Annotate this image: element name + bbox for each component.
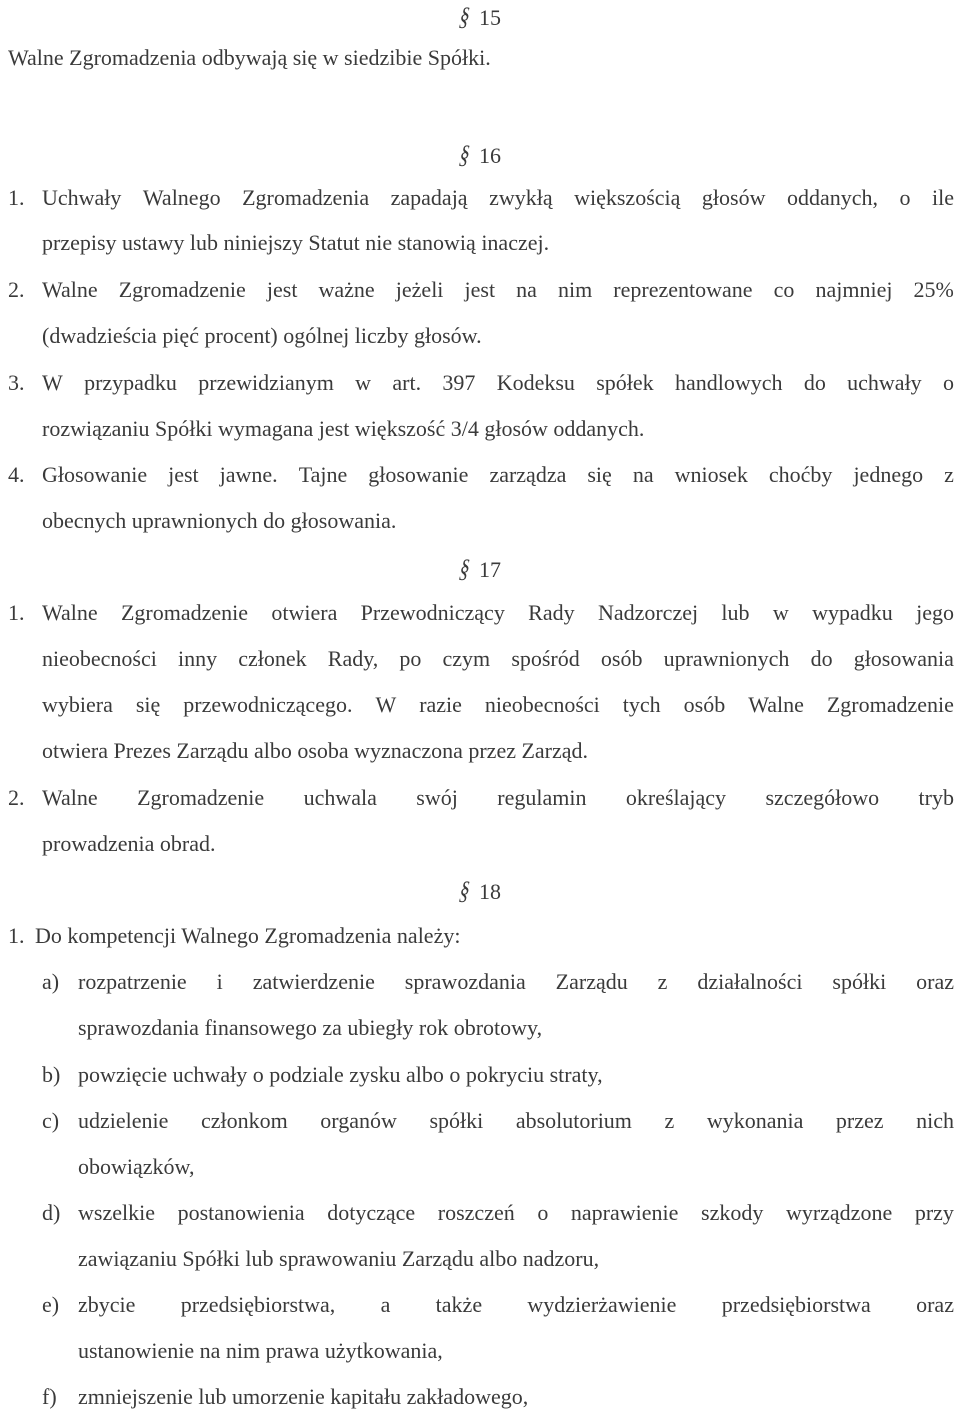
list-letter: e) bbox=[42, 1292, 60, 1317]
word: jednego bbox=[853, 462, 924, 487]
word: oraz bbox=[916, 1292, 954, 1317]
item-18-b-line-1: powzięcie uchwały o podziale zysku albo o pokryciu straty, bbox=[78, 1062, 603, 1087]
word: o bbox=[943, 370, 954, 395]
word: i bbox=[216, 969, 223, 994]
word: Walne bbox=[42, 600, 98, 625]
word: W bbox=[375, 692, 397, 717]
word: nim bbox=[557, 277, 593, 302]
item-16-3-line-1 bbox=[42, 372, 954, 394]
item-16-2-line-2: (dwadzieścia pięć procent) ogólnej liczby głosów. bbox=[42, 323, 482, 348]
section-heading-17 bbox=[458, 556, 501, 582]
word: Walne bbox=[748, 692, 804, 717]
word: wydzierżawienie bbox=[527, 1292, 677, 1317]
word: nieobecności bbox=[484, 692, 600, 717]
word: wypadku bbox=[812, 600, 893, 625]
word: z bbox=[664, 1108, 675, 1133]
word: działalności bbox=[697, 969, 803, 994]
word: spółki bbox=[832, 969, 887, 994]
word: swój bbox=[416, 785, 458, 810]
word: Walne bbox=[42, 277, 98, 302]
word: a bbox=[380, 1292, 391, 1317]
word: na bbox=[632, 462, 654, 487]
word: dotyczące bbox=[327, 1200, 416, 1225]
word: wniosek bbox=[674, 462, 748, 487]
word: jego bbox=[916, 600, 954, 625]
section-heading-18 bbox=[458, 878, 501, 904]
word: w bbox=[355, 370, 372, 395]
item-18-f-line-1: zmniejszenie lub umorzenie kapitału zakładowego, bbox=[78, 1384, 529, 1409]
word: przypadku bbox=[84, 370, 177, 395]
section-symbol: § bbox=[458, 554, 471, 583]
word: wybiera bbox=[42, 692, 113, 717]
section-symbol: § bbox=[458, 140, 471, 169]
section-number: 15 bbox=[479, 5, 501, 30]
item-number: 4. bbox=[8, 462, 25, 487]
word: po bbox=[399, 646, 422, 671]
item-number: 1. bbox=[8, 185, 25, 210]
word: osób bbox=[683, 692, 726, 717]
word: się bbox=[587, 462, 612, 487]
list-letter: a) bbox=[42, 969, 60, 994]
word: przewodniczącego. bbox=[183, 692, 353, 717]
word: oraz bbox=[916, 969, 954, 994]
word: co bbox=[773, 277, 795, 302]
word: w bbox=[772, 600, 789, 625]
word: spośród bbox=[511, 646, 580, 671]
word: reprezentowane bbox=[613, 277, 753, 302]
word: głosów bbox=[701, 185, 766, 210]
item-16-2-line-1 bbox=[42, 279, 954, 301]
word: Uchwały bbox=[42, 185, 122, 210]
word: jawne. bbox=[219, 462, 278, 487]
word: Walne bbox=[42, 785, 98, 810]
word: nich bbox=[916, 1108, 954, 1133]
item-18-d-line-1 bbox=[78, 1202, 954, 1224]
item-number: 1. bbox=[8, 600, 25, 625]
word: szkody bbox=[701, 1200, 764, 1225]
word: Nadzorczej bbox=[597, 600, 699, 625]
word: czym bbox=[442, 646, 491, 671]
word: inny bbox=[177, 646, 218, 671]
word: przez bbox=[835, 1108, 884, 1133]
word: sprawozdania bbox=[404, 969, 526, 994]
item-number: 2. bbox=[8, 785, 25, 810]
word: członkom bbox=[200, 1108, 288, 1133]
item-16-1-line-1 bbox=[42, 187, 954, 209]
word: Walnego bbox=[142, 185, 221, 210]
item-18-c-line-1 bbox=[78, 1110, 954, 1132]
word: naprawienie bbox=[570, 1200, 679, 1225]
item-17-2-line-1 bbox=[42, 787, 954, 809]
word: określający bbox=[625, 785, 727, 810]
word: Zgromadzenie bbox=[118, 277, 246, 302]
item-18-e-line-1 bbox=[78, 1294, 954, 1316]
word: także bbox=[435, 1292, 483, 1317]
word: Zgromadzenie bbox=[137, 785, 265, 810]
item-17-2-line-2: prowadzenia obrad. bbox=[42, 831, 216, 856]
word: członek bbox=[238, 646, 307, 671]
item-17-1-line-2 bbox=[42, 648, 954, 670]
section-number: 17 bbox=[479, 557, 501, 582]
word: osób bbox=[600, 646, 643, 671]
word: udzielenie bbox=[78, 1108, 169, 1133]
word: przy bbox=[914, 1200, 954, 1225]
word: Kodeksu bbox=[496, 370, 575, 395]
word: zbycie bbox=[78, 1292, 136, 1317]
word: organów bbox=[320, 1108, 397, 1133]
item-17-1-line-1 bbox=[42, 602, 954, 624]
word: razie bbox=[419, 692, 462, 717]
word: oddanych, bbox=[786, 185, 878, 210]
word: na bbox=[516, 277, 537, 302]
word: 25% bbox=[913, 277, 954, 302]
word: Przewodniczący bbox=[360, 600, 505, 625]
section-heading-16 bbox=[458, 142, 501, 168]
section-symbol: § bbox=[458, 2, 471, 31]
word: wszelkie bbox=[78, 1200, 155, 1225]
word: z bbox=[944, 462, 954, 487]
word: najmniej bbox=[815, 277, 893, 302]
item-17-1-line-3 bbox=[42, 694, 954, 716]
word: zatwierdzenie bbox=[252, 969, 375, 994]
word: Głosowanie bbox=[42, 462, 148, 487]
list-letter: c) bbox=[42, 1108, 60, 1133]
word: tych bbox=[622, 692, 661, 717]
item-18-a-line-2: sprawozdania finansowego za ubiegły rok obrotowy, bbox=[78, 1015, 543, 1040]
word: jeżeli bbox=[395, 277, 444, 302]
word: Zgromadzenie bbox=[826, 692, 954, 717]
word: tryb bbox=[918, 785, 954, 810]
word: rozpatrzenie bbox=[78, 969, 187, 994]
word: otwiera bbox=[271, 600, 338, 625]
word: większością bbox=[574, 185, 681, 210]
word: o bbox=[899, 185, 911, 210]
word: spółki bbox=[429, 1108, 484, 1133]
word: do bbox=[803, 370, 826, 395]
word: przedsiębiorstwa, bbox=[180, 1292, 336, 1317]
word: 397 bbox=[442, 370, 476, 395]
word: zwykłą bbox=[489, 185, 553, 210]
item-16-4-line-1 bbox=[42, 464, 954, 486]
word: Zgromadzenia bbox=[242, 185, 370, 210]
word: przewidzianym bbox=[198, 370, 334, 395]
word: ile bbox=[932, 185, 954, 210]
section-number: 18 bbox=[479, 879, 501, 904]
item-18-e-line-2: ustanowienie na nim prawa użytkowania, bbox=[78, 1338, 443, 1363]
section-number: 16 bbox=[479, 143, 501, 168]
word: do bbox=[810, 646, 833, 671]
word: lub bbox=[721, 600, 750, 625]
item-number: 1. bbox=[8, 923, 25, 948]
word: jest bbox=[168, 462, 199, 487]
item-18-a-line-1 bbox=[78, 971, 954, 993]
word: wyrządzone bbox=[785, 1200, 893, 1225]
list-letter: b) bbox=[42, 1062, 61, 1087]
section-heading-15 bbox=[458, 4, 501, 30]
word: art. bbox=[392, 370, 422, 395]
word: Zarządu bbox=[555, 969, 628, 994]
word: postanowienia bbox=[177, 1200, 305, 1225]
word: Zgromadzenie bbox=[120, 600, 249, 625]
paragraph-15-text: Walne Zgromadzenia odbywają się w siedzibie Spółki. bbox=[8, 45, 491, 70]
word: wykonania bbox=[706, 1108, 804, 1133]
item-16-1-line-2: przepisy ustawy lub niniejszy Statut nie stanowią inaczej. bbox=[42, 230, 550, 255]
item-number: 2. bbox=[8, 277, 25, 302]
word: się bbox=[135, 692, 161, 717]
item-18-c-line-2: obowiązków, bbox=[78, 1154, 195, 1179]
word: W bbox=[42, 370, 63, 395]
word: jest bbox=[464, 277, 496, 302]
word: ważne bbox=[318, 277, 375, 302]
word: o bbox=[537, 1200, 549, 1225]
item-18-1-intro: Do kompetencji Walnego Zgromadzenia należy: bbox=[35, 923, 461, 948]
item-16-4-line-2: obecnych uprawnionych do głosowania. bbox=[42, 508, 397, 533]
list-letter: f) bbox=[42, 1384, 57, 1409]
word: szczegółowo bbox=[765, 785, 880, 810]
section-symbol: § bbox=[458, 876, 471, 905]
item-18-d-line-2: zawiązaniu Spółki lub sprawowaniu Zarządu albo nadzoru, bbox=[78, 1246, 600, 1271]
word: roszczeń bbox=[437, 1200, 515, 1225]
word: przedsiębiorstwa bbox=[721, 1292, 871, 1317]
word: z bbox=[657, 969, 668, 994]
word: Rady bbox=[528, 600, 575, 625]
word: Rady, bbox=[327, 646, 379, 671]
item-17-1-line-4: otwiera Prezes Zarządu albo osoba wyznaczona przez Zarząd. bbox=[42, 738, 589, 763]
word: uprawnionych bbox=[663, 646, 790, 671]
word: uchwały bbox=[847, 370, 922, 395]
word: zapadają bbox=[390, 185, 468, 210]
word: zarządza bbox=[489, 462, 567, 487]
word: Tajne bbox=[298, 462, 348, 487]
word: głosowanie bbox=[368, 462, 469, 487]
word: absolutorium bbox=[515, 1108, 632, 1133]
word: regulamin bbox=[497, 785, 587, 810]
item-number: 3. bbox=[8, 370, 25, 395]
word: spółek bbox=[596, 370, 654, 395]
word: jest bbox=[266, 277, 298, 302]
word: nieobecności bbox=[42, 646, 157, 671]
word: głosowania bbox=[853, 646, 954, 671]
word: choćby bbox=[768, 462, 833, 487]
word: uchwala bbox=[303, 785, 377, 810]
item-16-3-line-2: rozwiązaniu Spółki wymagana jest większość 3/4 głosów oddanych. bbox=[42, 416, 645, 441]
word: handlowych bbox=[675, 370, 783, 395]
list-letter: d) bbox=[42, 1200, 61, 1225]
